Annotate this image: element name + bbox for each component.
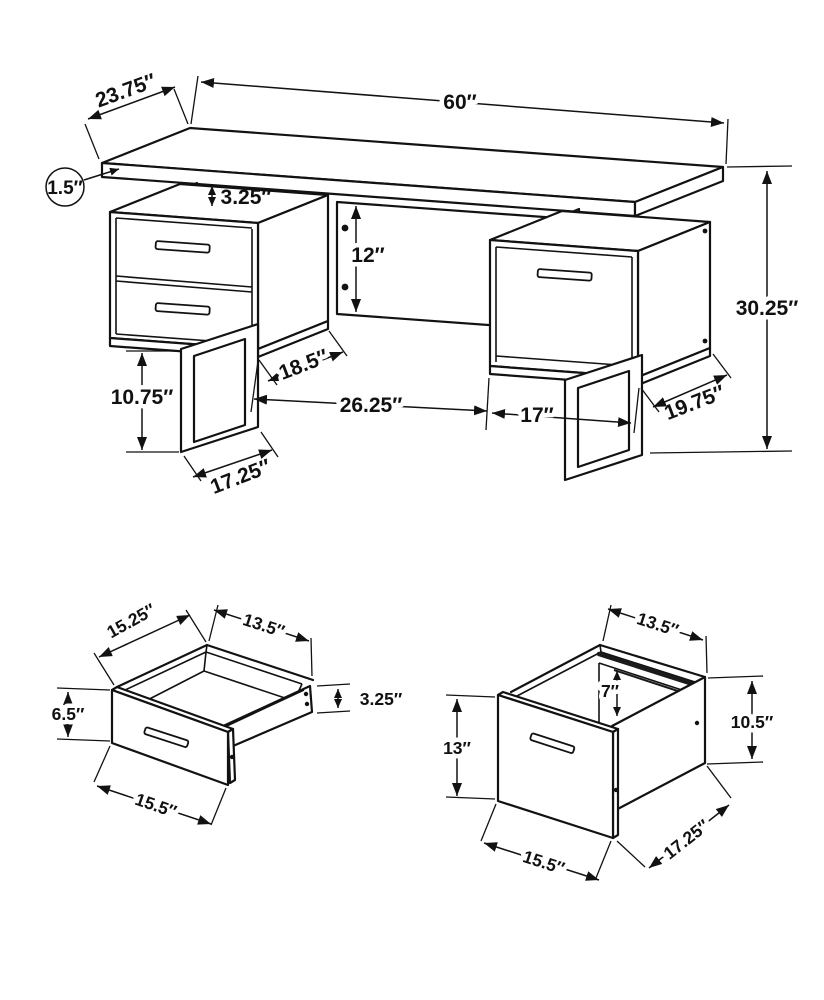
large-drawer-view xyxy=(443,605,774,880)
dim-rail-height: 7″ xyxy=(600,681,620,701)
small-drawer-view xyxy=(52,599,403,825)
dim-right-pedestal-depth: 19.75″ xyxy=(661,380,729,425)
dim-inner-width: 13.5″ xyxy=(634,608,682,641)
small-drawer-dimensions xyxy=(52,599,403,825)
cam-hole xyxy=(342,225,349,232)
dim-front-width: 15.5″ xyxy=(520,846,568,879)
right-pedestal xyxy=(490,211,710,385)
dim-top-gap: 3.25″ xyxy=(220,186,272,209)
dim-leg-depth: 17.25″ xyxy=(207,454,275,499)
dim-right-pedestal-width: 17″ xyxy=(520,404,554,427)
cam-hole xyxy=(703,339,708,344)
cam-hole xyxy=(342,284,349,291)
dim-front-width: 15.5″ xyxy=(132,788,180,822)
dim-leg-height: 10.75″ xyxy=(110,386,174,409)
dim-top-depth: 23.75″ xyxy=(92,69,160,113)
cam-hole xyxy=(703,229,708,234)
dim-knee-space-width: 26.25″ xyxy=(339,394,403,417)
dim-back-panel-height: 12″ xyxy=(351,244,385,267)
large-drawer-front xyxy=(498,692,618,838)
dim-front-height: 6.5″ xyxy=(51,704,85,724)
dim-overall-height: 30.25″ xyxy=(735,297,799,320)
dim-box-height: 3.25″ xyxy=(359,689,403,709)
dim-outer-depth: 17.25″ xyxy=(659,815,714,864)
dim-top-thickness: 1.5″ xyxy=(47,178,83,199)
dim-front-height: 13″ xyxy=(443,738,471,758)
dim-top-width: 60″ xyxy=(443,91,477,114)
desk-isometric-view xyxy=(46,69,798,499)
small-drawer-front xyxy=(112,687,235,785)
dim-left-pedestal-depth: 18.5″ xyxy=(275,345,332,385)
dim-box-height: 10.5″ xyxy=(730,712,774,732)
left-pedestal xyxy=(110,184,328,357)
dim-inner-width: 13.5″ xyxy=(240,609,288,642)
dim-inner-depth: 15.25″ xyxy=(103,599,159,643)
